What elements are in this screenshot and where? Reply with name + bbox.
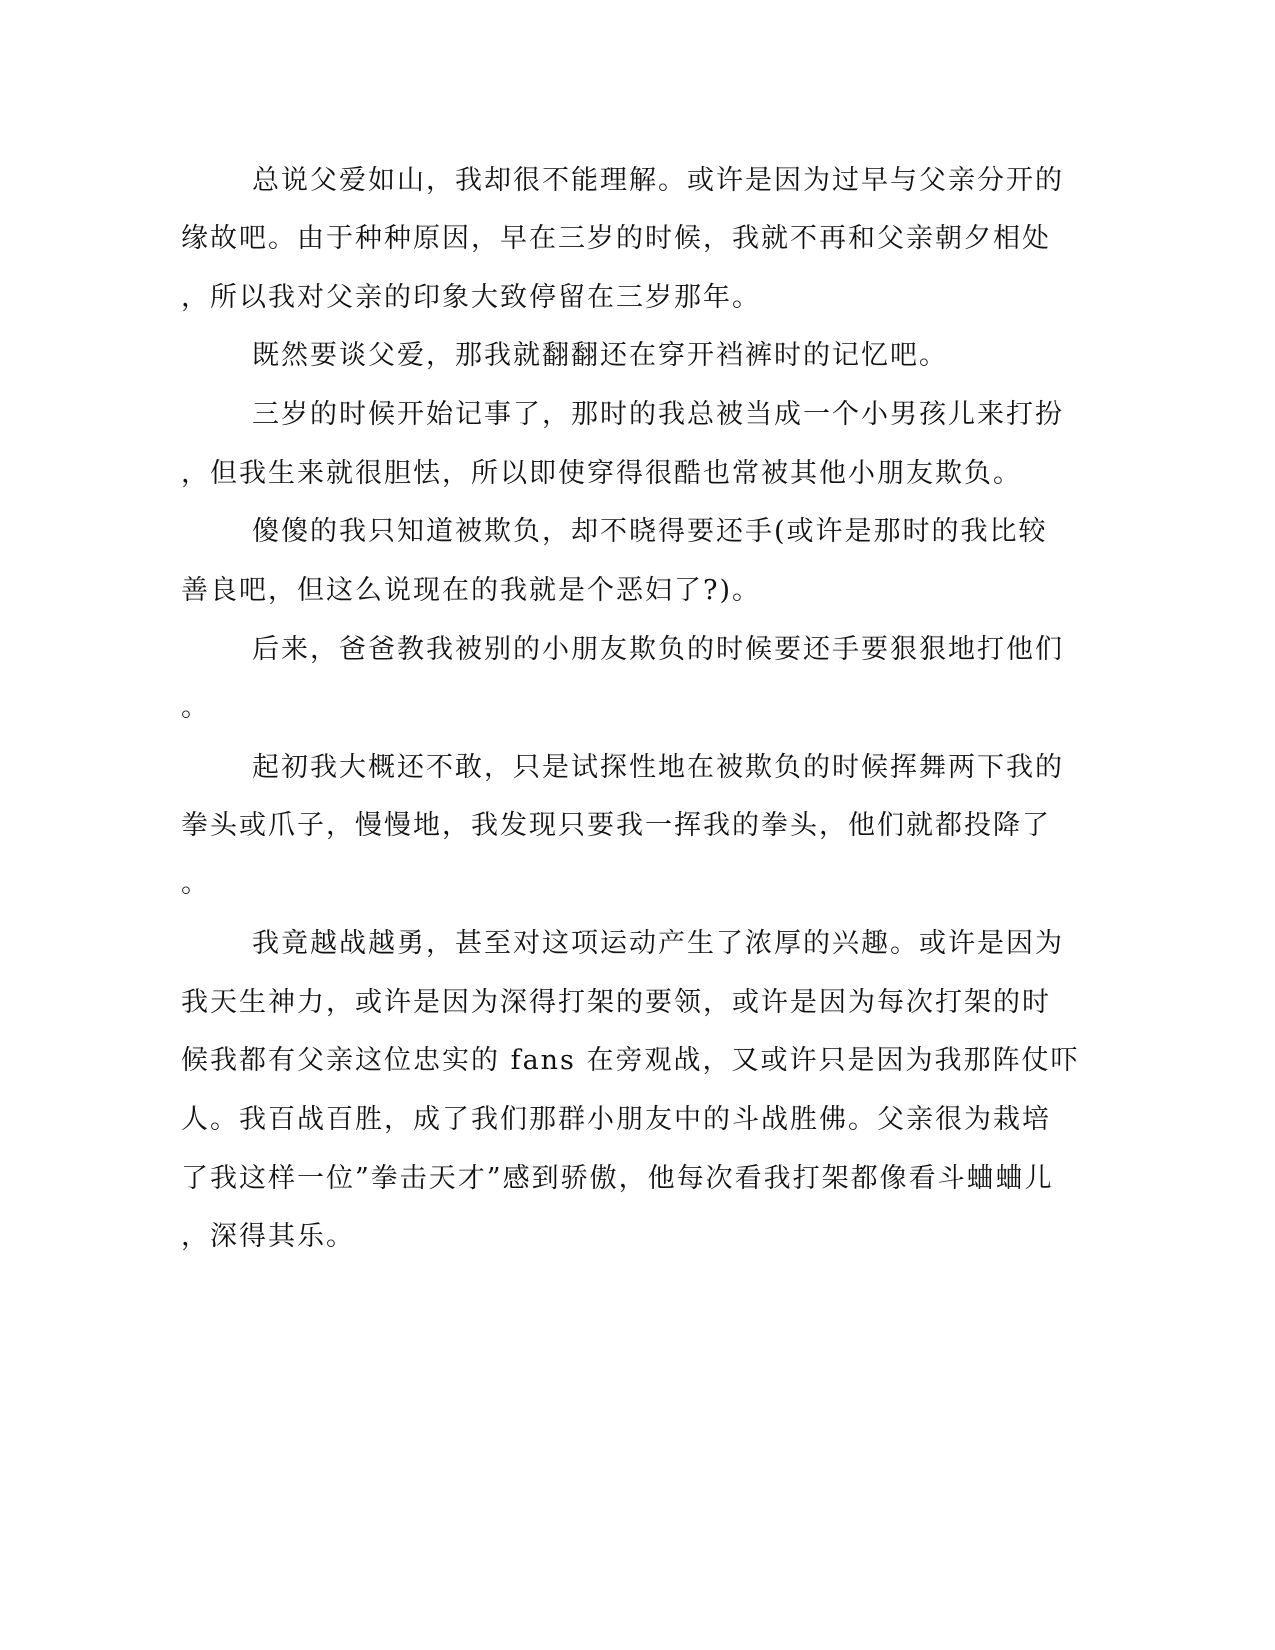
- paragraph-7-line-4: 人。我百战百胜，成了我们那群小朋友中的斗战胜佛。父亲很为栽培: [181, 1104, 1051, 1135]
- paragraph-5-line-2: 。: [181, 692, 210, 723]
- paragraph-4-line-1: 傻傻的我只知道被欺负，却不晓得要还手(或许是那时的我比较: [252, 516, 1048, 547]
- paragraph-1-line-1: 总说父爱如山，我却很不能理解。或许是因为过早与父亲分开的: [252, 165, 1064, 196]
- paragraph-4-line-2: 善良吧，但这么说现在的我就是个恶妇了?)。: [181, 575, 762, 606]
- paragraph-7-line-6: ，深得其乐。: [181, 1221, 355, 1252]
- paragraph-7-line-2: 我天生神力，或许是因为深得打架的要领，或许是因为每次打架的时: [181, 987, 1051, 1018]
- paragraph-6-line-3: 。: [181, 868, 210, 899]
- paragraph-2-line-1: 既然要谈父爱，那我就翻翻还在穿开裆裤时的记忆吧。: [252, 340, 948, 371]
- paragraph-6-line-2: 拳头或爪子，慢慢地，我发现只要我一挥我的拳头，他们就都投降了: [181, 810, 1051, 841]
- paragraph-1-line-3: ，所以我对父亲的印象大致停留在三岁那年。: [181, 282, 761, 313]
- paragraph-7-line-1: 我竟越战越勇，甚至对这项运动产生了浓厚的兴趣。或许是因为: [252, 928, 1064, 959]
- paragraph-3-line-2: ，但我生来就很胆怯，所以即使穿得很酷也常被其他小朋友欺负。: [181, 458, 1022, 489]
- paragraph-1-line-2: 缘故吧。由于种种原因，早在三岁的时候，我就不再和父亲朝夕相处: [181, 223, 1051, 254]
- paragraph-6-line-1: 起初我大概还不敢，只是试探性地在被欺负的时候挥舞两下我的: [252, 752, 1064, 783]
- paragraph-5-line-1: 后来，爸爸教我被别的小朋友欺负的时候要还手要狠狠地打他们: [252, 634, 1064, 665]
- paragraph-7-line-5: 了我这样一位”拳击天才”感到骄傲，他每次看我打架都像看斗蛐蛐儿: [181, 1163, 1054, 1194]
- paragraph-7-line-3: 候我都有父亲这位忠实的 fans 在旁观战，又或许只是因为我那阵仗吓: [181, 1045, 1080, 1076]
- paragraph-3-line-1: 三岁的时候开始记事了，那时的我总被当成一个小男孩儿来打扮: [252, 399, 1064, 430]
